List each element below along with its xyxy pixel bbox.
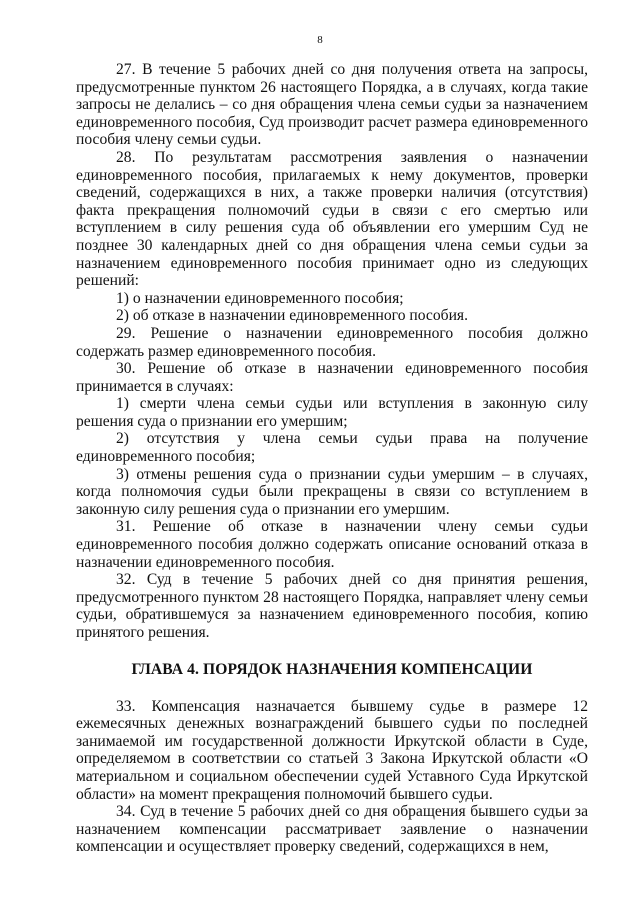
list-item-30-1: 1) смерти члена семьи судьи или вступления в законную силу решения суда о признании его умершим;	[76, 395, 588, 430]
paragraph-28: 28. По результатам рассмотрения заявления о назначении единовременного пособия, прилагаемых к нему документов, проверки сведений, содержащихся в них, а также проверки наличия (отсутствия) факта прекращения полномочий судьи в связи с его смертью или вступлением в силу решения суда об объявлении его умершим Суд не позднее 30 календарных дней со дня обращения члена семьи судьи за назначением единовременного пособия принимает одно из следующих решений:	[76, 148, 588, 290]
paragraph-34: 34. Суд в течение 5 рабочих дней со дня обращения бывшего судьи за назначением компенсации рассматривает заявление о назначении компенсации и осуществляет проверку сведений, содержащихся в нем,	[76, 803, 588, 856]
paragraph-31: 31. Решение об отказе в назначении члену семьи судьи единовременного пособия должно содержать описание оснований отказа в назначении единовременного пособия.	[76, 518, 588, 571]
list-item-30-3: 3) отмены решения суда о признании судьи умершим – в случаях, когда полномочия судьи были прекращены в связи со вступлением в законную силу решения суда о признании его умершим.	[76, 465, 588, 518]
list-item-28-2: 2) об отказе в назначении единовременного пособия.	[116, 307, 468, 325]
chapter-heading: ГЛАВА 4. ПОРЯДОК НАЗНАЧЕНИЯ КОМПЕНСАЦИИ	[131, 660, 533, 678]
page-number: 8	[317, 34, 323, 46]
paragraph-27: 27. В течение 5 рабочих дней со дня получения ответа на запросы, предусмотренные пунктом 26 настоящего Порядка, а в случаях, когда такие запросы не делались – со дня обращения члена семьи судьи за назначением единовременного пособия, Суд производит расчет размера единовременного пособия члену семьи судьи.	[76, 61, 588, 149]
paragraph-32: 32. Суд в течение 5 рабочих дней со дня принятия решения, предусмотренного пунктом 28 настоящего Порядка, направляет члену семьи судьи, обратившемуся за назначением единовременного пособия, копию принятого решения.	[76, 571, 588, 641]
paragraph-30: 30. Решение об отказе в назначении единовременного пособия принимается в случаях:	[76, 360, 588, 395]
paragraph-29: 29. Решение о назначении единовременного пособия должно содержать размер единовременного пособия.	[76, 324, 588, 360]
list-item-30-2: 2) отсутствия у члена семьи судьи права на получение единовременного пособия;	[76, 430, 588, 466]
paragraph-33: 33. Компенсация назначается бывшему судье в размере 12 ежемесячных денежных вознаграждений бывшего судьи по последней занимаемой им государственной должности Иркутской области в Суде, определяемом в соответствии со статьей 3 Закона Иркутской области «О материальном и социальном обеспечении судей Уставного Суда Иркутской области» на момент прекращения полномочий бывшего судьи.	[76, 697, 588, 803]
list-item-28-1: 1) о назначении единовременного пособия;	[116, 289, 404, 307]
document-body	[76, 61, 588, 856]
